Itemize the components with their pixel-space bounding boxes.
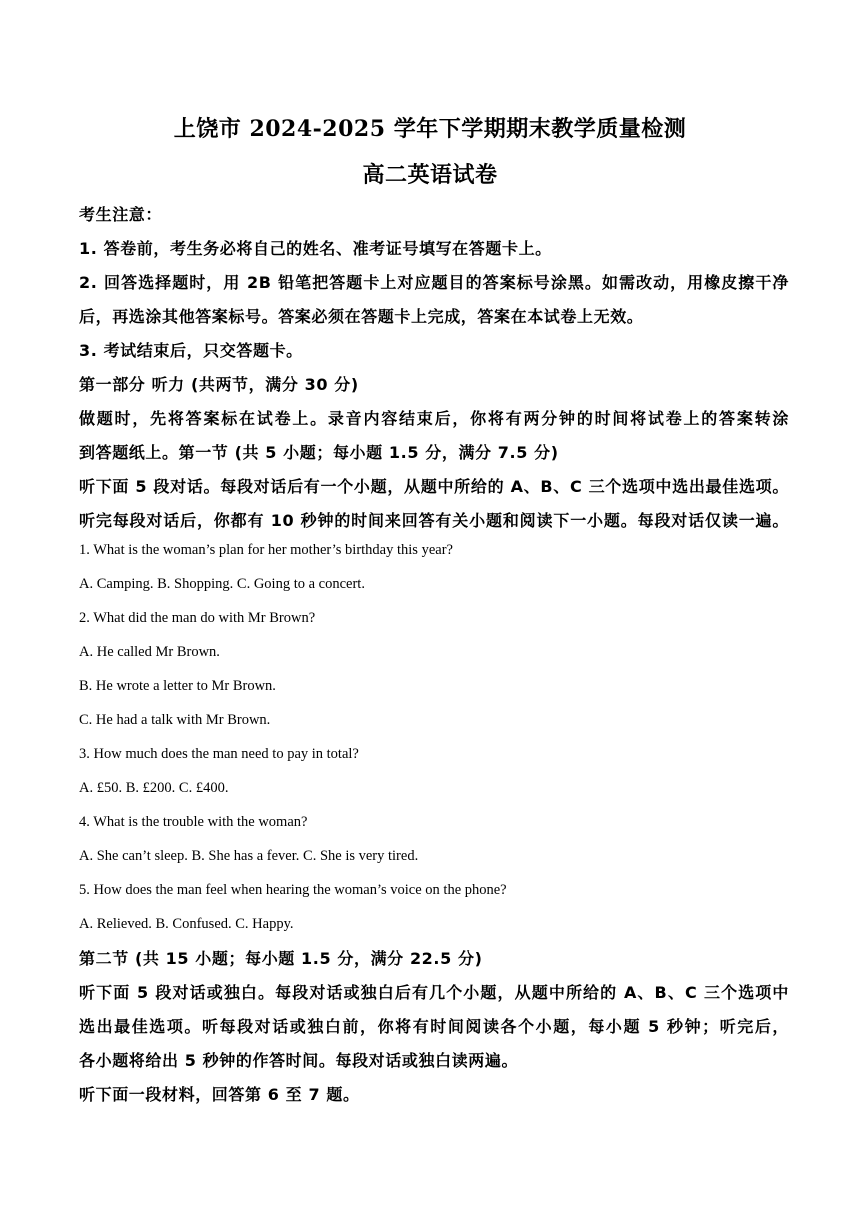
exam-title: 上饶市 2024-2025 学年下学期期末教学质量检测: [173, 116, 687, 142]
question-2: 2. What did the man do with Mr Brown?: [79, 610, 316, 626]
question-2-option-a: A. He called Mr Brown.: [79, 644, 220, 660]
exam-subtitle: 高二英语试卷: [362, 162, 498, 188]
question-2-option-b: B. He wrote a letter to Mr Brown.: [79, 678, 276, 694]
material-instruction: 听下面一段材料，回答第 6 至 7 题。: [79, 1085, 360, 1104]
part1-intro-line1: 做题时，先将答案标在试卷上。录音内容结束后，你将有两分钟的时间将试卷上的答案转涂: [79, 409, 789, 428]
notice-heading: 考生注意：: [79, 205, 163, 224]
question-5-options: A. Relieved. B. Confused. C. Happy.: [79, 916, 294, 932]
part1-intro-line2: 到答题纸上。第一节 (共 5 小题；每小题 1.5 分，满分 7.5 分): [79, 443, 559, 462]
question-4-options: A. She can’t sleep. B. She has a fever. C. She is very tired.: [79, 848, 419, 864]
question-5: 5. How does the man feel when hearing the woman’s voice on the phone?: [79, 882, 507, 898]
question-3-options: A. £50. B. £200. C. £400.: [79, 780, 229, 796]
question-3: 3. How much does the man need to pay in total?: [79, 746, 359, 762]
question-2-option-c: C. He had a talk with Mr Brown.: [79, 712, 271, 728]
section2-direction-line2: 选出最佳选项。听每段对话或独白前，你将有时间阅读各个小题，每小题 5 秒钟；听完后，: [79, 1017, 789, 1036]
section2-direction-line1: 听下面 5 段对话或独白。每段对话或独白后有几个小题，从题中所给的 A、B、C 三个选项中: [79, 983, 789, 1002]
question-4: 4. What is the trouble with the woman?: [79, 814, 308, 830]
section1-direction-line2: 听完每段对话后，你都有 10 秒钟的时间来回答有关小题和阅读下一小题。每段对话仅读一遍。: [79, 511, 789, 530]
notice-item-3: 3. 考试结束后，只交答题卡。: [79, 341, 303, 360]
section1-direction-line1: 听下面 5 段对话。每段对话后有一个小题，从题中所给的 A、B、C 三个选项中选出最佳选项。: [79, 477, 789, 496]
section2-heading: 第二节 (共 15 小题；每小题 1.5 分，满分 22.5 分): [79, 949, 483, 968]
question-1: 1. What is the woman’s plan for her mother’s birthday this year?: [79, 542, 453, 558]
part1-heading: 第一部分 听力 (共两节，满分 30 分): [79, 375, 359, 394]
notice-item-2-cont: 后，再选涂其他答案标号。答案必须在答题卡上完成，答案在本试卷上无效。: [79, 307, 644, 326]
notice-item-1: 1. 答卷前，考生务必将自己的姓名、准考证号填写在答题卡上。: [79, 239, 552, 258]
section2-direction-line3: 各小题将给出 5 秒钟的作答时间。每段对话或独白读两遍。: [79, 1051, 519, 1070]
notice-item-2: 2. 回答选择题时，用 2B 铅笔把答题卡上对应题目的答案标号涂黑。如需改动，用橡皮擦干净: [79, 273, 789, 292]
question-1-options: A. Camping. B. Shopping. C. Going to a concert.: [79, 576, 365, 592]
